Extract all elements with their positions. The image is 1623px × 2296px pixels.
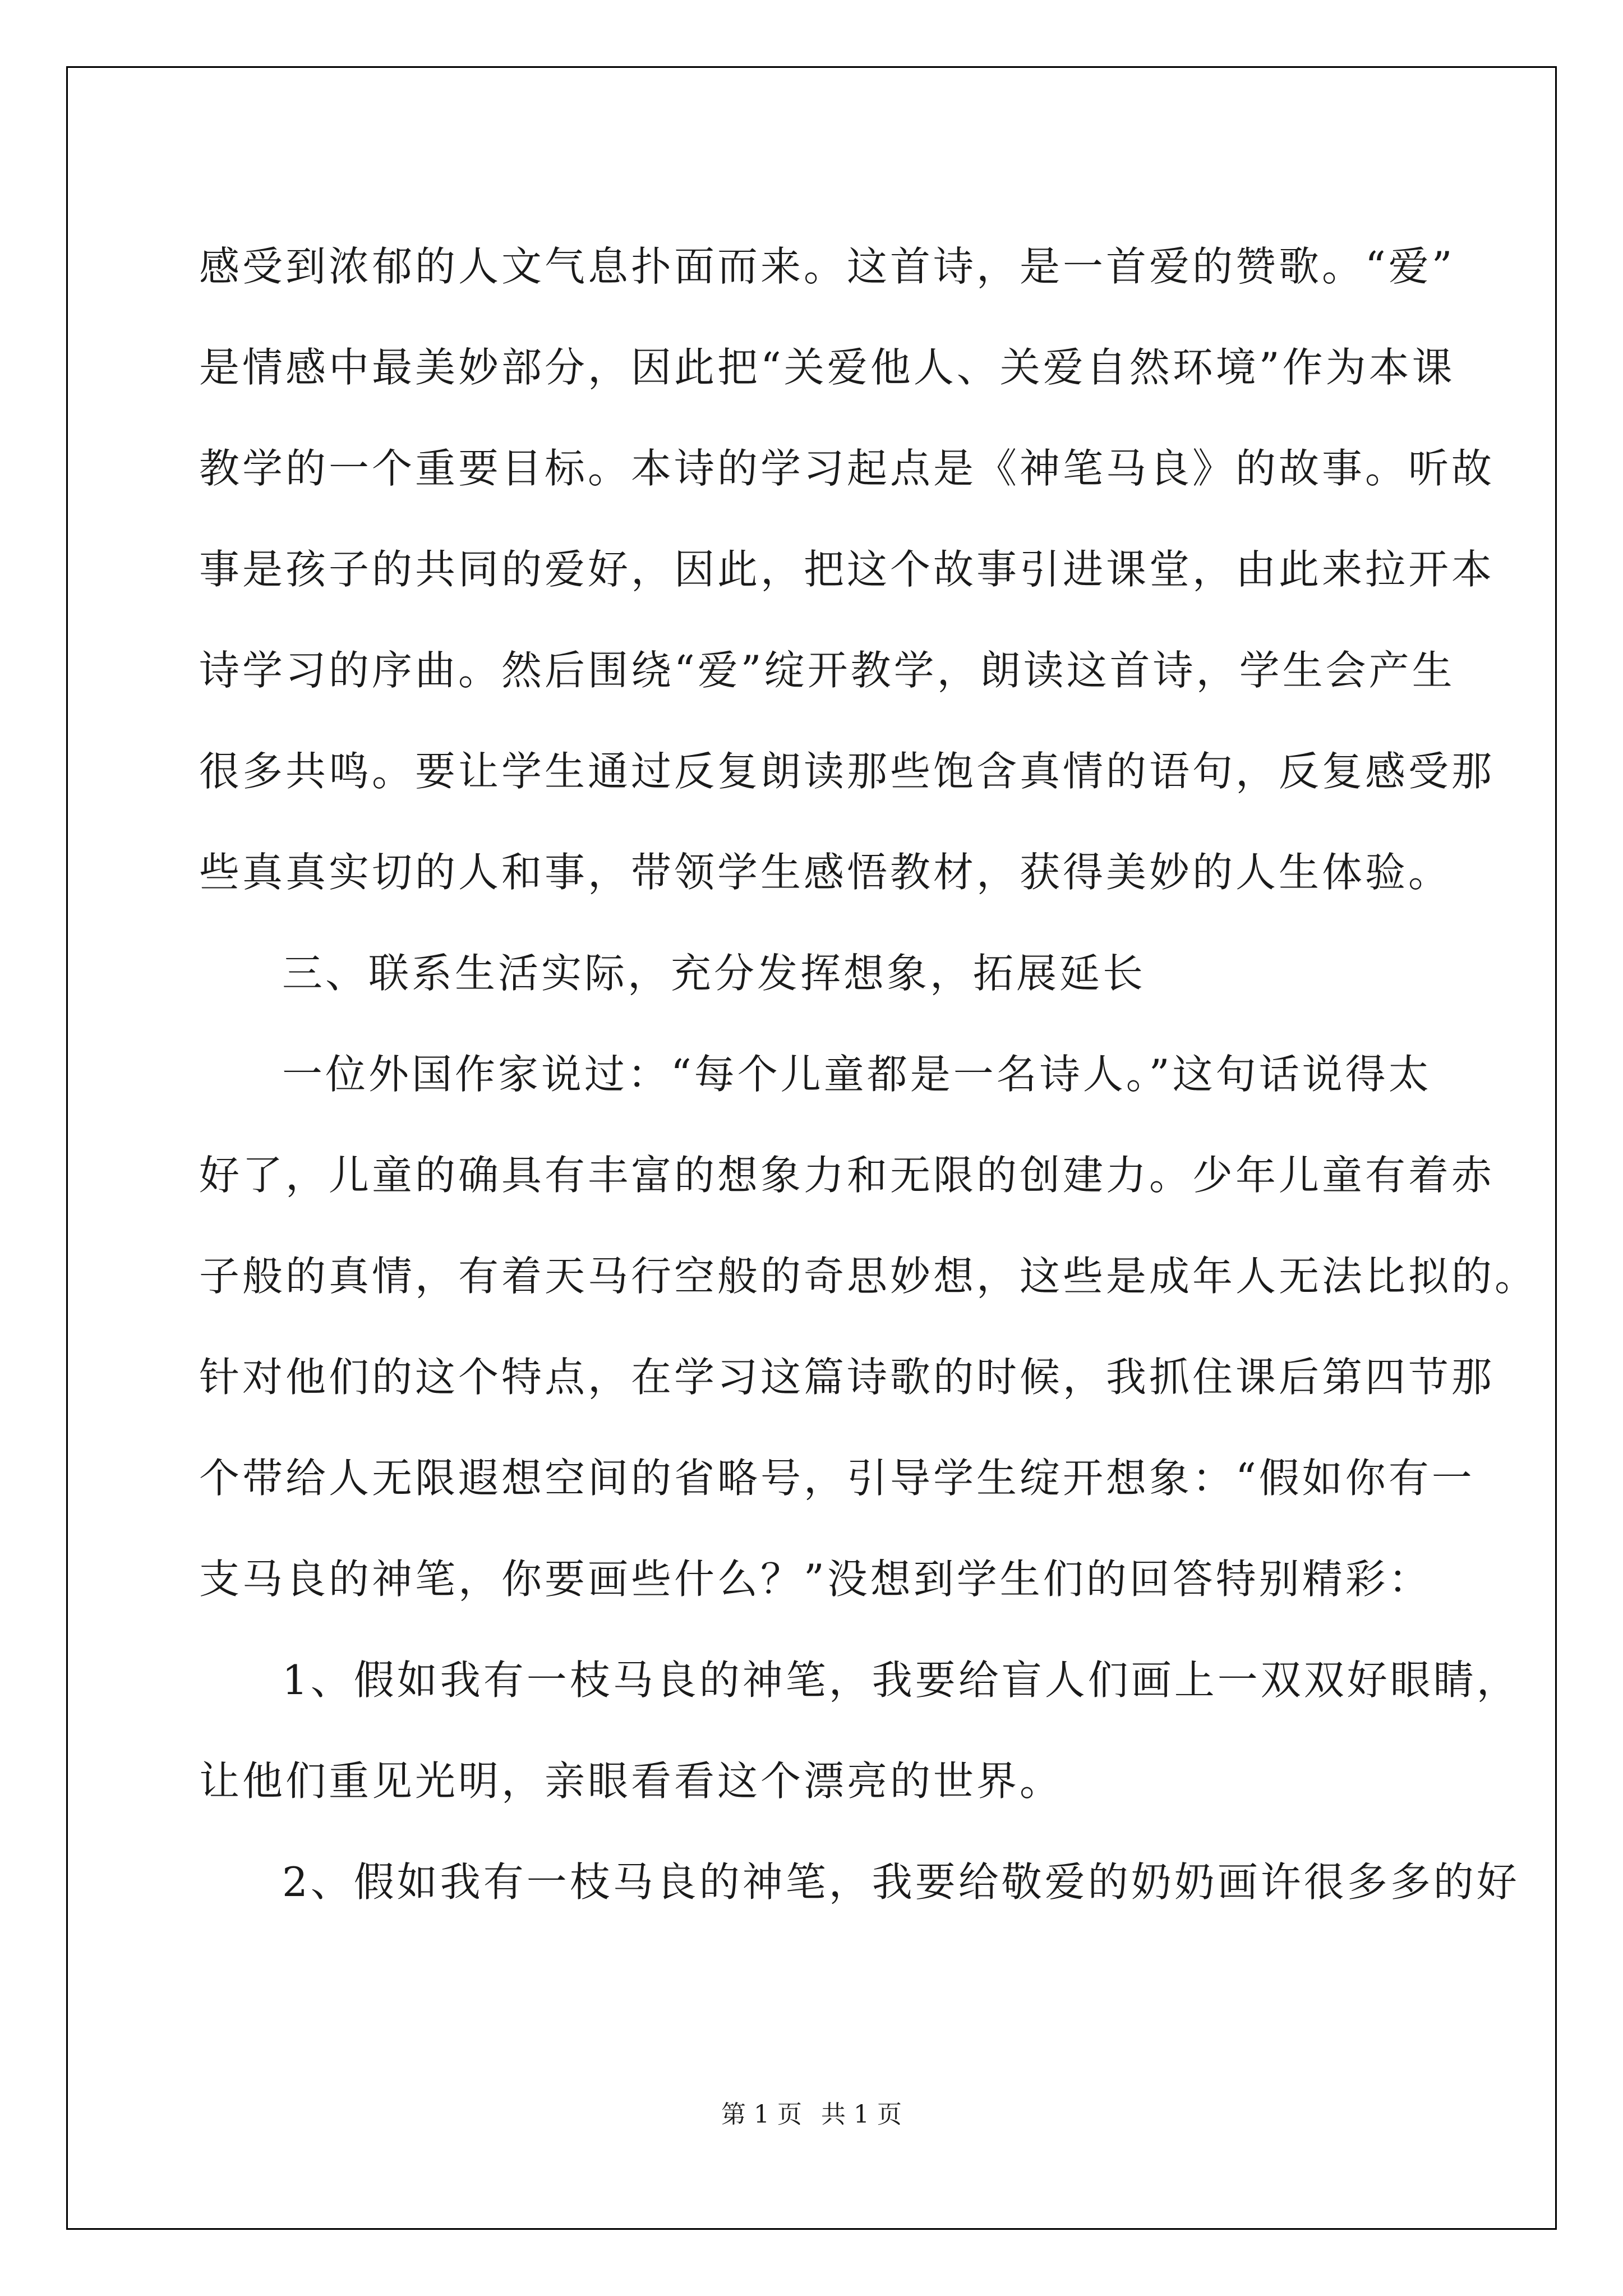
text-line-11: 子般的真情，有着天马行空般的奇思妙想，这些是成年人无法比拟的。 [199,1253,1538,1300]
text-line-3: 教学的一个重要目标。本诗的学习起点是《神笔马良》的故事。听故 [199,445,1495,492]
text-line-6: 很多共鸣。要让学生通过反复朗读那些饱含真情的语句，反复感受那 [199,748,1495,795]
text-line-4: 事是孩子的共同的爱好，因此，把这个故事引进课堂，由此来拉开本 [199,546,1495,593]
list-item-2-line-1: 2、假如我有一枝马良的神笔，我要给敬爱的奶奶画许很多多的好 [282,1858,1520,1906]
list-item-1-line-2: 让他们重见光明，亲眼看看这个漂亮的世界。 [199,1757,1063,1805]
list-item-1-line-1: 1、假如我有一枝马良的神笔，我要给盲人们画上一双双好眼睛， [282,1657,1520,1704]
text-line-14: 支马良的神笔，你要画些什么？”没想到学生们的回答特别精彩： [199,1556,1432,1603]
text-line-9: 一位外国作家说过：“每个儿童都是一名诗人。”这句话说得太 [282,1051,1432,1098]
document-body [199,216,1538,1932]
text-line-12: 针对他们的这个特点，在学习这篇诗歌的时候，我抓住课后第四节那 [199,1354,1495,1401]
page-number: 第 1 页 [721,2100,802,2129]
text-line-1: 感受到浓郁的人文气息扑面而来。这首诗，是一首爱的赞歌。“爱” [199,243,1455,290]
text-line-5: 诗学习的序曲。然后围绕“爱”绽开教学，朗读这首诗，学生会产生 [199,647,1455,694]
section-heading: 三、联系生活实际，充分发挥想象，拓展延长 [282,950,1146,997]
text-line-2: 是情感中最美妙部分，因此把“关爱他人、关爱自然环境”作为本课 [199,344,1455,391]
text-line-10: 好了，儿童的确具有丰富的想象力和无限的创建力。少年儿童有着赤 [199,1152,1495,1199]
text-line-7: 些真真实切的人和事，带领学生感悟教材，获得美妙的人生体验。 [199,849,1452,896]
page-footer [0,2098,1623,2132]
page-total: 共 1 页 [821,2100,902,2129]
text-line-13: 个带给人无限遐想空间的省略号，引导学生绽开想象：“假如你有一 [199,1455,1475,1502]
